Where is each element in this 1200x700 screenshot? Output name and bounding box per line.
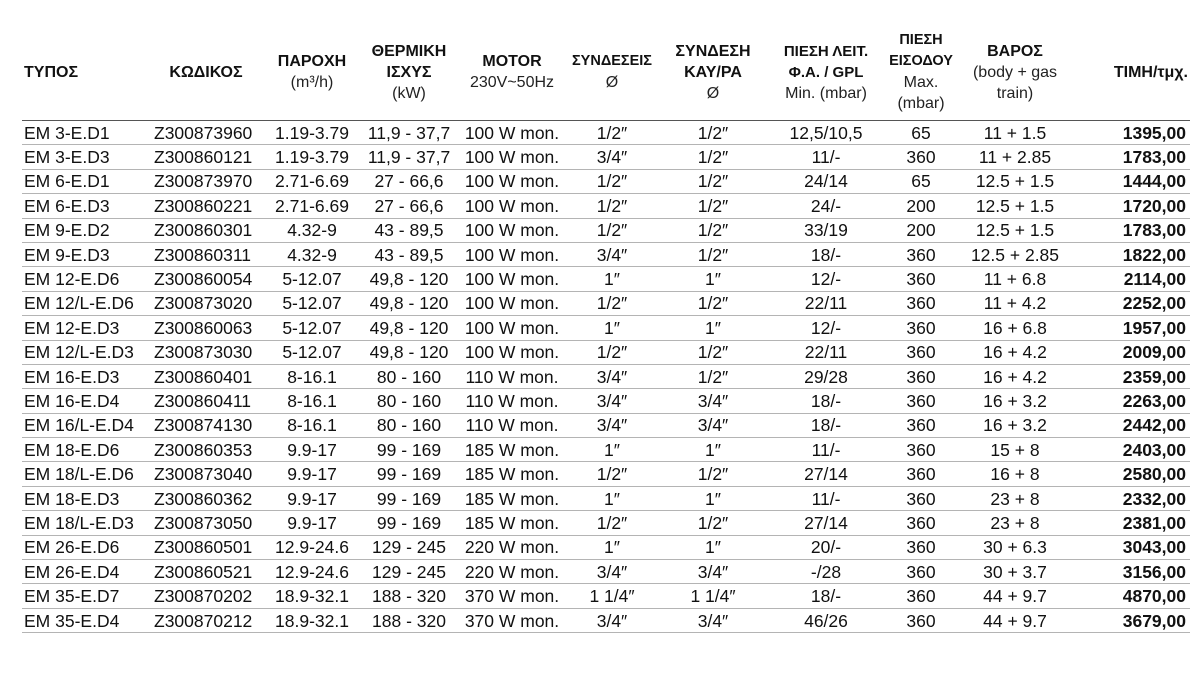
cell-weight: 23 + 8	[958, 486, 1072, 510]
cell-inlet-pressure: 360	[884, 340, 958, 364]
cell-operating-pressure: 22/11	[768, 291, 884, 315]
cell-price: 2442,00	[1072, 413, 1190, 437]
header-price	[1072, 30, 1190, 121]
cell-code: Z300860063	[148, 316, 264, 340]
cell-price: 2381,00	[1072, 511, 1190, 535]
cell-connection: 3/4″	[566, 413, 658, 437]
cell-code: Z300860362	[148, 486, 264, 510]
cell-flow: 1.19-3.79	[264, 121, 360, 145]
cell-price: 2332,00	[1072, 486, 1190, 510]
cell-thermal-power: 49,8 - 120	[360, 316, 458, 340]
cell-fuel-connection: 1″	[658, 486, 768, 510]
cell-code: Z300860221	[148, 194, 264, 218]
header-title: ΚΩΔΙΚΟΣ	[169, 63, 243, 81]
table-body	[22, 121, 1190, 633]
cell-type: EM 12/L-E.D6	[22, 291, 148, 315]
cell-type: EM 12-E.D3	[22, 316, 148, 340]
cell-connection: 1″	[566, 316, 658, 340]
cell-fuel-connection: 1/2″	[658, 169, 768, 193]
header-type	[22, 30, 148, 121]
cell-fuel-connection: 1″	[658, 316, 768, 340]
table-row	[22, 608, 1190, 632]
cell-flow: 4.32-9	[264, 242, 360, 266]
price-table-container	[22, 30, 1190, 633]
cell-code: Z300873020	[148, 291, 264, 315]
cell-price: 1395,00	[1072, 121, 1190, 145]
cell-weight: 44 + 9.7	[958, 608, 1072, 632]
cell-weight: 30 + 3.7	[958, 560, 1072, 584]
cell-weight: 11 + 6.8	[958, 267, 1072, 291]
header-title: MOTOR	[482, 53, 542, 70]
cell-code: Z300860501	[148, 535, 264, 559]
cell-connection: 1/2″	[566, 462, 658, 486]
cell-thermal-power: 27 - 66,6	[360, 169, 458, 193]
cell-price: 2263,00	[1072, 389, 1190, 413]
header-connections	[566, 30, 658, 121]
table-row	[22, 121, 1190, 145]
table-row	[22, 340, 1190, 364]
cell-flow: 9.9-17	[264, 486, 360, 510]
table-row	[22, 145, 1190, 169]
cell-type: EM 12-E.D6	[22, 267, 148, 291]
cell-fuel-connection: 3/4″	[658, 608, 768, 632]
cell-thermal-power: 43 - 89,5	[360, 242, 458, 266]
cell-inlet-pressure: 200	[884, 218, 958, 242]
cell-flow: 2.71-6.69	[264, 194, 360, 218]
cell-weight: 16 + 3.2	[958, 413, 1072, 437]
cell-fuel-connection: 1″	[658, 535, 768, 559]
cell-operating-pressure: 12/-	[768, 267, 884, 291]
cell-motor: 185 W mon.	[458, 462, 566, 486]
cell-operating-pressure: 18/-	[768, 584, 884, 608]
cell-thermal-power: 188 - 320	[360, 608, 458, 632]
cell-thermal-power: 80 - 160	[360, 364, 458, 388]
cell-operating-pressure: 20/-	[768, 535, 884, 559]
header-operating-pressure	[768, 30, 884, 121]
cell-motor: 185 W mon.	[458, 438, 566, 462]
table-row	[22, 389, 1190, 413]
header-title: ΠΙΕΣΗ ΛΕΙΤ. Φ.Α. / GPL	[783, 42, 869, 81]
cell-type: EM 18-E.D3	[22, 486, 148, 510]
cell-flow: 18.9-32.1	[264, 608, 360, 632]
cell-fuel-connection: 1/2″	[658, 462, 768, 486]
cell-code: Z300860301	[148, 218, 264, 242]
cell-fuel-connection: 1/2″	[658, 242, 768, 266]
cell-fuel-connection: 1/2″	[658, 121, 768, 145]
cell-code: Z300873960	[148, 121, 264, 145]
cell-code: Z300860353	[148, 438, 264, 462]
table-row	[22, 169, 1190, 193]
cell-price: 1783,00	[1072, 218, 1190, 242]
cell-weight: 16 + 8	[958, 462, 1072, 486]
cell-price: 3156,00	[1072, 560, 1190, 584]
cell-flow: 12.9-24.6	[264, 535, 360, 559]
cell-code: Z300870212	[148, 608, 264, 632]
cell-type: EM 35-E.D7	[22, 584, 148, 608]
cell-fuel-connection: 1/2″	[658, 364, 768, 388]
cell-inlet-pressure: 360	[884, 560, 958, 584]
cell-code: Z300860311	[148, 242, 264, 266]
cell-operating-pressure: 24/14	[768, 169, 884, 193]
cell-weight: 16 + 3.2	[958, 389, 1072, 413]
cell-flow: 2.71-6.69	[264, 169, 360, 193]
cell-connection: 1/2″	[566, 169, 658, 193]
cell-weight: 16 + 4.2	[958, 340, 1072, 364]
cell-weight: 12.5 + 1.5	[958, 194, 1072, 218]
cell-fuel-connection: 3/4″	[658, 560, 768, 584]
cell-operating-pressure: 11/-	[768, 438, 884, 462]
cell-operating-pressure: 29/28	[768, 364, 884, 388]
cell-thermal-power: 99 - 169	[360, 486, 458, 510]
cell-type: EM 18/L-E.D6	[22, 462, 148, 486]
cell-inlet-pressure: 360	[884, 389, 958, 413]
cell-flow: 8-16.1	[264, 389, 360, 413]
cell-motor: 100 W mon.	[458, 267, 566, 291]
table-header-row	[22, 30, 1190, 121]
cell-motor: 100 W mon.	[458, 169, 566, 193]
cell-motor: 100 W mon.	[458, 242, 566, 266]
cell-operating-pressure: 18/-	[768, 389, 884, 413]
cell-thermal-power: 99 - 169	[360, 511, 458, 535]
header-subtitle: (m³/h)	[290, 74, 334, 91]
cell-connection: 1″	[566, 486, 658, 510]
cell-fuel-connection: 1″	[658, 267, 768, 291]
header-fuel-connection	[658, 30, 768, 121]
cell-connection: 1/2″	[566, 291, 658, 315]
cell-type: EM 18-E.D6	[22, 438, 148, 462]
header-subtitle: Min. (mbar)	[785, 84, 867, 102]
table-row	[22, 486, 1190, 510]
header-title: ΣΥΝΔΕΣΗ ΚΑΥ/ΡΑ	[675, 42, 751, 81]
cell-connection: 3/4″	[566, 560, 658, 584]
cell-operating-pressure: 46/26	[768, 608, 884, 632]
cell-inlet-pressure: 200	[884, 194, 958, 218]
cell-motor: 100 W mon.	[458, 291, 566, 315]
cell-operating-pressure: 11/-	[768, 145, 884, 169]
cell-flow: 4.32-9	[264, 218, 360, 242]
cell-thermal-power: 80 - 160	[360, 413, 458, 437]
cell-connection: 3/4″	[566, 145, 658, 169]
cell-price: 1783,00	[1072, 145, 1190, 169]
cell-connection: 3/4″	[566, 242, 658, 266]
cell-fuel-connection: 1/2″	[658, 194, 768, 218]
cell-flow: 18.9-32.1	[264, 584, 360, 608]
cell-motor: 100 W mon.	[458, 121, 566, 145]
cell-inlet-pressure: 360	[884, 413, 958, 437]
cell-connection: 1″	[566, 438, 658, 462]
cell-fuel-connection: 3/4″	[658, 389, 768, 413]
cell-motor: 100 W mon.	[458, 316, 566, 340]
cell-inlet-pressure: 360	[884, 535, 958, 559]
cell-type: EM 26-E.D6	[22, 535, 148, 559]
cell-thermal-power: 99 - 169	[360, 438, 458, 462]
cell-weight: 11 + 4.2	[958, 291, 1072, 315]
cell-price: 2403,00	[1072, 438, 1190, 462]
cell-connection: 1/2″	[566, 340, 658, 364]
cell-inlet-pressure: 360	[884, 291, 958, 315]
cell-thermal-power: 49,8 - 120	[360, 291, 458, 315]
cell-thermal-power: 43 - 89,5	[360, 218, 458, 242]
cell-weight: 23 + 8	[958, 511, 1072, 535]
cell-motor: 185 W mon.	[458, 486, 566, 510]
header-subtitle: (body + gas train)	[972, 63, 1058, 102]
cell-price: 2359,00	[1072, 364, 1190, 388]
cell-connection: 1 1/4″	[566, 584, 658, 608]
cell-motor: 370 W mon.	[458, 584, 566, 608]
cell-operating-pressure: 24/-	[768, 194, 884, 218]
cell-motor: 110 W mon.	[458, 364, 566, 388]
cell-motor: 100 W mon.	[458, 145, 566, 169]
cell-code: Z300873030	[148, 340, 264, 364]
cell-inlet-pressure: 360	[884, 486, 958, 510]
cell-operating-pressure: -/28	[768, 560, 884, 584]
cell-type: EM 18/L-E.D3	[22, 511, 148, 535]
cell-price: 1720,00	[1072, 194, 1190, 218]
cell-connection: 1/2″	[566, 121, 658, 145]
header-title: ΤΙΜΗ/τμχ.	[1113, 63, 1188, 81]
cell-motor: 185 W mon.	[458, 511, 566, 535]
cell-flow: 9.9-17	[264, 438, 360, 462]
cell-thermal-power: 129 - 245	[360, 535, 458, 559]
header-flow	[264, 30, 360, 121]
cell-operating-pressure: 11/-	[768, 486, 884, 510]
header-weight	[958, 30, 1072, 121]
header-title: ΘΕΡΜΙΚΗ ΙΣΧΥΣ	[371, 42, 447, 81]
cell-motor: 220 W mon.	[458, 535, 566, 559]
cell-thermal-power: 188 - 320	[360, 584, 458, 608]
table-row	[22, 511, 1190, 535]
header-subtitle: Max. (mbar)	[897, 74, 945, 112]
cell-weight: 12.5 + 1.5	[958, 169, 1072, 193]
table-row	[22, 560, 1190, 584]
cell-fuel-connection: 1/2″	[658, 291, 768, 315]
cell-code: Z300873970	[148, 169, 264, 193]
cell-weight: 16 + 6.8	[958, 316, 1072, 340]
cell-code: Z300860411	[148, 389, 264, 413]
header-thermal-power	[360, 30, 458, 121]
cell-code: Z300860521	[148, 560, 264, 584]
cell-motor: 100 W mon.	[458, 340, 566, 364]
cell-flow: 5-12.07	[264, 316, 360, 340]
table-row	[22, 438, 1190, 462]
table-row	[22, 194, 1190, 218]
header-title: ΣΥΝΔΕΣΕΙΣ	[571, 53, 653, 69]
cell-type: EM 35-E.D4	[22, 608, 148, 632]
cell-connection: 3/4″	[566, 364, 658, 388]
cell-type: EM 3-E.D3	[22, 145, 148, 169]
cell-weight: 16 + 4.2	[958, 364, 1072, 388]
cell-price: 3043,00	[1072, 535, 1190, 559]
table-row	[22, 242, 1190, 266]
cell-type: EM 6-E.D1	[22, 169, 148, 193]
cell-connection: 3/4″	[566, 608, 658, 632]
cell-motor: 100 W mon.	[458, 194, 566, 218]
cell-operating-pressure: 22/11	[768, 340, 884, 364]
table-row	[22, 535, 1190, 559]
cell-thermal-power: 11,9 - 37,7	[360, 145, 458, 169]
table-row	[22, 291, 1190, 315]
table-row	[22, 364, 1190, 388]
cell-price: 2580,00	[1072, 462, 1190, 486]
cell-flow: 5-12.07	[264, 291, 360, 315]
cell-fuel-connection: 1/2″	[658, 340, 768, 364]
cell-type: EM 16-E.D3	[22, 364, 148, 388]
cell-inlet-pressure: 360	[884, 145, 958, 169]
cell-fuel-connection: 1″	[658, 438, 768, 462]
cell-price: 1444,00	[1072, 169, 1190, 193]
cell-type: EM 26-E.D4	[22, 560, 148, 584]
header-title: ΤΥΠΟΣ	[24, 63, 79, 81]
cell-weight: 11 + 1.5	[958, 121, 1072, 145]
cell-flow: 1.19-3.79	[264, 145, 360, 169]
cell-type: EM 3-E.D1	[22, 121, 148, 145]
cell-flow: 12.9-24.6	[264, 560, 360, 584]
cell-price: 4870,00	[1072, 584, 1190, 608]
cell-type: EM 12/L-E.D3	[22, 340, 148, 364]
cell-inlet-pressure: 360	[884, 267, 958, 291]
cell-operating-pressure: 12/-	[768, 316, 884, 340]
cell-thermal-power: 49,8 - 120	[360, 267, 458, 291]
cell-price: 2114,00	[1072, 267, 1190, 291]
cell-motor: 110 W mon.	[458, 413, 566, 437]
cell-inlet-pressure: 360	[884, 364, 958, 388]
table-row	[22, 267, 1190, 291]
cell-code: Z300860054	[148, 267, 264, 291]
cell-fuel-connection: 1/2″	[658, 511, 768, 535]
cell-thermal-power: 11,9 - 37,7	[360, 121, 458, 145]
cell-type: EM 9-E.D2	[22, 218, 148, 242]
cell-type: EM 9-E.D3	[22, 242, 148, 266]
burner-price-table	[22, 30, 1190, 633]
cell-fuel-connection: 1 1/4″	[658, 584, 768, 608]
cell-inlet-pressure: 360	[884, 511, 958, 535]
cell-operating-pressure: 18/-	[768, 242, 884, 266]
header-title: ΠΙΕΣΗ ΕΙΣΟΔΟΥ	[889, 32, 953, 69]
cell-motor: 100 W mon.	[458, 218, 566, 242]
header-code	[148, 30, 264, 121]
cell-price: 2009,00	[1072, 340, 1190, 364]
cell-fuel-connection: 1/2″	[658, 218, 768, 242]
cell-code: Z300873050	[148, 511, 264, 535]
table-row	[22, 218, 1190, 242]
cell-thermal-power: 49,8 - 120	[360, 340, 458, 364]
cell-weight: 30 + 6.3	[958, 535, 1072, 559]
cell-motor: 370 W mon.	[458, 608, 566, 632]
cell-weight: 12.5 + 2.85	[958, 242, 1072, 266]
table-row	[22, 584, 1190, 608]
cell-type: EM 16-E.D4	[22, 389, 148, 413]
cell-thermal-power: 99 - 169	[360, 462, 458, 486]
cell-inlet-pressure: 65	[884, 121, 958, 145]
cell-fuel-connection: 1/2″	[658, 145, 768, 169]
header-title: ΒΑΡΟΣ	[987, 42, 1043, 60]
cell-price: 1957,00	[1072, 316, 1190, 340]
cell-connection: 1/2″	[566, 218, 658, 242]
cell-fuel-connection: 3/4″	[658, 413, 768, 437]
header-subtitle: Ø	[706, 84, 720, 102]
cell-operating-pressure: 27/14	[768, 511, 884, 535]
cell-inlet-pressure: 360	[884, 462, 958, 486]
cell-type: EM 16/L-E.D4	[22, 413, 148, 437]
cell-flow: 9.9-17	[264, 462, 360, 486]
cell-code: Z300873040	[148, 462, 264, 486]
cell-motor: 220 W mon.	[458, 560, 566, 584]
cell-weight: 11 + 2.85	[958, 145, 1072, 169]
cell-inlet-pressure: 360	[884, 584, 958, 608]
cell-thermal-power: 80 - 160	[360, 389, 458, 413]
cell-inlet-pressure: 360	[884, 316, 958, 340]
cell-code: Z300870202	[148, 584, 264, 608]
cell-connection: 1″	[566, 267, 658, 291]
cell-price: 2252,00	[1072, 291, 1190, 315]
cell-flow: 5-12.07	[264, 340, 360, 364]
cell-code: Z300874130	[148, 413, 264, 437]
cell-operating-pressure: 18/-	[768, 413, 884, 437]
cell-price: 1822,00	[1072, 242, 1190, 266]
cell-weight: 15 + 8	[958, 438, 1072, 462]
header-subtitle: Ø	[605, 74, 619, 91]
cell-flow: 5-12.07	[264, 267, 360, 291]
cell-price: 3679,00	[1072, 608, 1190, 632]
cell-inlet-pressure: 360	[884, 608, 958, 632]
cell-connection: 1/2″	[566, 194, 658, 218]
cell-weight: 12.5 + 1.5	[958, 218, 1072, 242]
cell-inlet-pressure: 65	[884, 169, 958, 193]
cell-thermal-power: 27 - 66,6	[360, 194, 458, 218]
table-row	[22, 413, 1190, 437]
cell-operating-pressure: 12,5/10,5	[768, 121, 884, 145]
cell-operating-pressure: 33/19	[768, 218, 884, 242]
cell-type: EM 6-E.D3	[22, 194, 148, 218]
header-inlet-pressure	[884, 30, 958, 121]
cell-inlet-pressure: 360	[884, 242, 958, 266]
cell-operating-pressure: 27/14	[768, 462, 884, 486]
table-row	[22, 316, 1190, 340]
cell-inlet-pressure: 360	[884, 438, 958, 462]
cell-code: Z300860121	[148, 145, 264, 169]
cell-code: Z300860401	[148, 364, 264, 388]
cell-weight: 44 + 9.7	[958, 584, 1072, 608]
header-motor	[458, 30, 566, 121]
cell-flow: 8-16.1	[264, 413, 360, 437]
cell-thermal-power: 129 - 245	[360, 560, 458, 584]
table-row	[22, 462, 1190, 486]
cell-connection: 1/2″	[566, 511, 658, 535]
cell-connection: 3/4″	[566, 389, 658, 413]
cell-connection: 1″	[566, 535, 658, 559]
header-subtitle: (kW)	[392, 84, 426, 102]
header-title: ΠΑΡΟΧΗ	[277, 53, 347, 70]
cell-flow: 9.9-17	[264, 511, 360, 535]
cell-flow: 8-16.1	[264, 364, 360, 388]
cell-motor: 110 W mon.	[458, 389, 566, 413]
header-subtitle: 230V~50Hz	[469, 74, 555, 91]
